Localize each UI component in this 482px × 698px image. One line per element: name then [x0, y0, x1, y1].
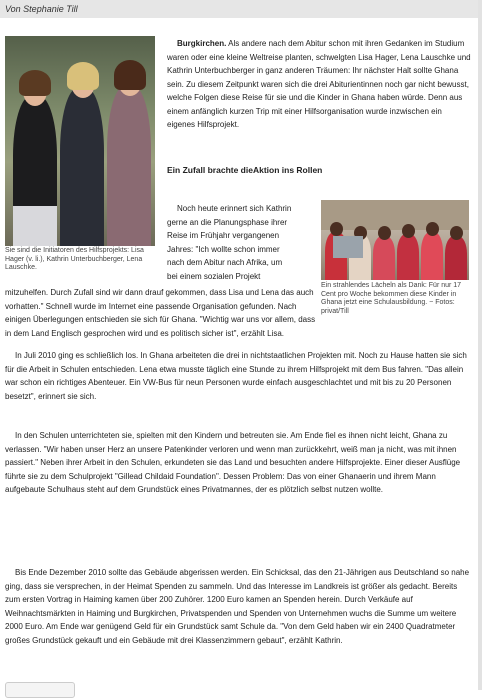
photo-children-caption: Ein strahlendes Lächeln als Dank: Für nur 17 Cent pro Woche bekommen diese Kinder in Ghana jetzt eine Schulausbildung. − Fotos: privat/Till: [321, 282, 462, 315]
more-button[interactable]: [5, 682, 75, 698]
p2-line: nach dem Abitur nach Afrika, um: [167, 258, 283, 267]
scrollbar-track[interactable]: [478, 0, 482, 690]
p2-line: Noch heute erinnert sich Kathrin: [177, 204, 292, 213]
intro-text: Als andere nach dem Abitur schon mit ihren Gedanken im Studium waren oder eine kleine Weltreise planten, schwelgten Lisa Hager, Lena Lauschke und Kathrin Unterbuchberger in ganz anderen Träumen: Ihr nächster Halt sollte Ghana sein. Zu diesem Zeitpunkt waren sich die drei Abiturientinnen noch gar nicht bewusst, welche Folgen diese Reise für sie und die Kinder in Ghana haben würde. Denn aus einem anfänglich kurzen Trip mit einer Hilfsorganisation wurde inzwischen ein eigenes Hilfsprojekt.: [167, 39, 471, 129]
paragraph-2-rest: mitzuhelfen. Durch Zufall sind wir dann drauf gekommen, dass Lisa und Lena das auch vorhatten." Schnell wurde im Internet eine passende Organisation gefunden. Nach einigen Überlegungen entschieden sie sich für Ghana. "Wichtig war uns vor allem, dass in dem Land Englisch gesprochen wird und es politisch sicher ist", erzählt Lisa.: [5, 288, 316, 338]
intro-place: Burgkirchen.: [177, 39, 227, 48]
p2-line: gerne an die Planungsphase ihrer: [167, 217, 288, 227]
photo-initiators: [5, 36, 155, 246]
photo-initiators-caption: Sie sind die Initiatoren des Hilfsprojekts: Lisa Hager (v. li.), Kathrin Unterbuchberger, Lena Lauschke.: [5, 247, 144, 271]
intro-paragraph: [167, 37, 472, 132]
paragraph-5: Bis Ende Dezember 2010 sollte das Gebäude abgerissen werden. Ein Schicksal, das den 21-Jährigen aus Deutschland so nahe ging, dass sie versprechen, in der Heimat Spenden zu sammeln. Und das Interesse im Landkreis ist größer als gedacht. Bereits zum ersten Vortrag in Haiming kamen über 200 Zuhörer. 1200 Euro kamen an Spenden herein. Durch Verkäufe auf Weihnachtsmärkten in Haiming und Burgkirchen, Privatspenden und Spenden von Unternehmen wuchs die Summe um weitere 2000 Euro. Am Ende war genügend Geld für ein Grundstück samt Schule da. "Von dem Geld haben wir ein 2400 Quadratmeter großes Grundstück gekauft und ein Gebäude mit drei Klassenzimmern gebaut", erzählt Kathrin.: [5, 568, 470, 645]
p2-line: Reise im Frühjahr vergangenen: [167, 231, 280, 240]
subheading: Ein Zufall brachte dieAktion ins Rollen: [167, 165, 323, 175]
author-line: Von Stephanie Till: [0, 0, 482, 18]
photo-children: [321, 200, 469, 280]
paragraph-4: In den Schulen unterrichteten sie, spielten mit den Kindern und betreuten sie. Am Ende fiel es ihnen nicht leicht, Ghana zu verlassen. "Wir haben unser Herz an unsere Patenkinder verloren und wenn man zurückkehrt, weiß man ja nicht, was mit ihnen passiert." Neben ihrer Arbeit in den Schulen, erkundeten sie das Land und besuchten andere Hilfsprojekte. Einer dieser Ausflüge führte sie zu dem Schulprojekt "Gillead Childaid Foundation". Dessen Problem: Das von einer Ghanaerin und ihrem Mann aufgebaute Schulhaus steht auf dem Grundstück eines Privatmannes, der es plötzlich selbst nutzen wollte.: [5, 431, 461, 494]
paragraph-2-narrow: [167, 202, 317, 283]
p2-line: bei einem sozialen Projekt: [167, 271, 261, 281]
p2-line: Jahres: "Ich wollte schon immer: [167, 244, 280, 254]
paragraph-3: In Juli 2010 ging es schließlich los. In Ghana arbeiteten die drei in nichtstaatlichen Projekten mit. Noch zu Hause hatten sie sich für die Arbeit in Schulen entschieden. Lena etwa musste täglich eine Stunde zu ihrem Hilfsprojekt mit dem Bus fahren. "Das allein war schon ein richtiges Abenteuer. Ein VW-Bus für neun Personen wurde einfach ausgeschlachtet und mit bis zu 20 Personen besetzt", erinnert sie sich.: [5, 351, 467, 401]
